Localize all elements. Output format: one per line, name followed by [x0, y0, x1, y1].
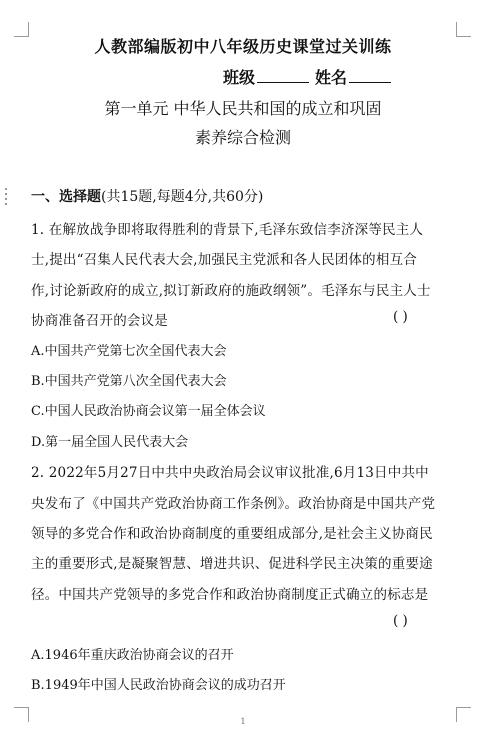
- question-2-line-1: 2. 2022年5月27日中共中央政治局会议审议批准,6月13日中共中: [31, 465, 429, 481]
- question-1-option-c: C.中国人民政治协商会议第一届全体会议: [31, 404, 266, 419]
- question-1-option-a: A.中国共产党第七次全国代表大会: [31, 344, 227, 359]
- question-1-line-4: 协商准备召开的会议是: [31, 313, 168, 329]
- question-1-option-b: B.中国共产党第八次全国代表大会: [31, 374, 227, 389]
- question-1-answer-blank: ( ): [393, 309, 408, 325]
- name-blank-field[interactable]: [349, 68, 391, 83]
- question-1-line-2: 士,提出“召集人民代表大会,加强民主党派和各人民团体的相互合: [31, 252, 417, 268]
- class-label: 班级: [223, 68, 256, 87]
- question-2-option-a: A.1946年重庆政治协商会议的召开: [31, 648, 234, 663]
- question-2-line-5: 径。中国共产党领导的多党合作和政治协商制度正式确立的标志是: [31, 587, 429, 603]
- question-1-line-3: 作,讨论新政府的成立,拟订新政府的施政纲领”。毛泽东与民主人士: [31, 283, 431, 299]
- section-heading-label: 一、选择题: [31, 189, 101, 205]
- question-2-line-4: 主的重要形式,是凝聚智慧、增进共识、促进科学民主决策的重要途: [31, 556, 433, 572]
- unit-title: 第一单元 中华人民共和国的成立和巩固: [104, 99, 382, 118]
- question-2-line-2: 央发布了《中国共产党政治协商工作条例》。政治协商是中国共产党: [31, 496, 436, 512]
- class-name-line: [223, 65, 391, 88]
- question-1-option-d: D.第一届全国人民代表大会: [31, 435, 189, 450]
- name-label: 姓名: [315, 68, 348, 87]
- drag-handle-icon[interactable]: [3, 188, 9, 208]
- unit-subtitle: 素养综合检测: [194, 128, 291, 147]
- document-title: 人教部编版初中八年级历史课堂过关训练: [94, 37, 392, 56]
- section-heading: [31, 186, 263, 206]
- section-scoring-note: (共15题,每题4分,共60分): [101, 189, 264, 205]
- question-2-option-b: B.1949年中国人民政治协商会议的成功召开: [31, 678, 286, 693]
- question-2-answer-blank: ( ): [393, 613, 408, 629]
- page-number: 1: [240, 717, 246, 726]
- question-2-line-3: 领导的多党合作和政治协商制度的重要组成部分,是社会主义协商民: [31, 526, 433, 542]
- question-1-line-1: 1. 在解放战争即将取得胜利的背景下,毛泽东致信李济深等民主人: [31, 222, 424, 238]
- class-blank-field[interactable]: [257, 68, 309, 83]
